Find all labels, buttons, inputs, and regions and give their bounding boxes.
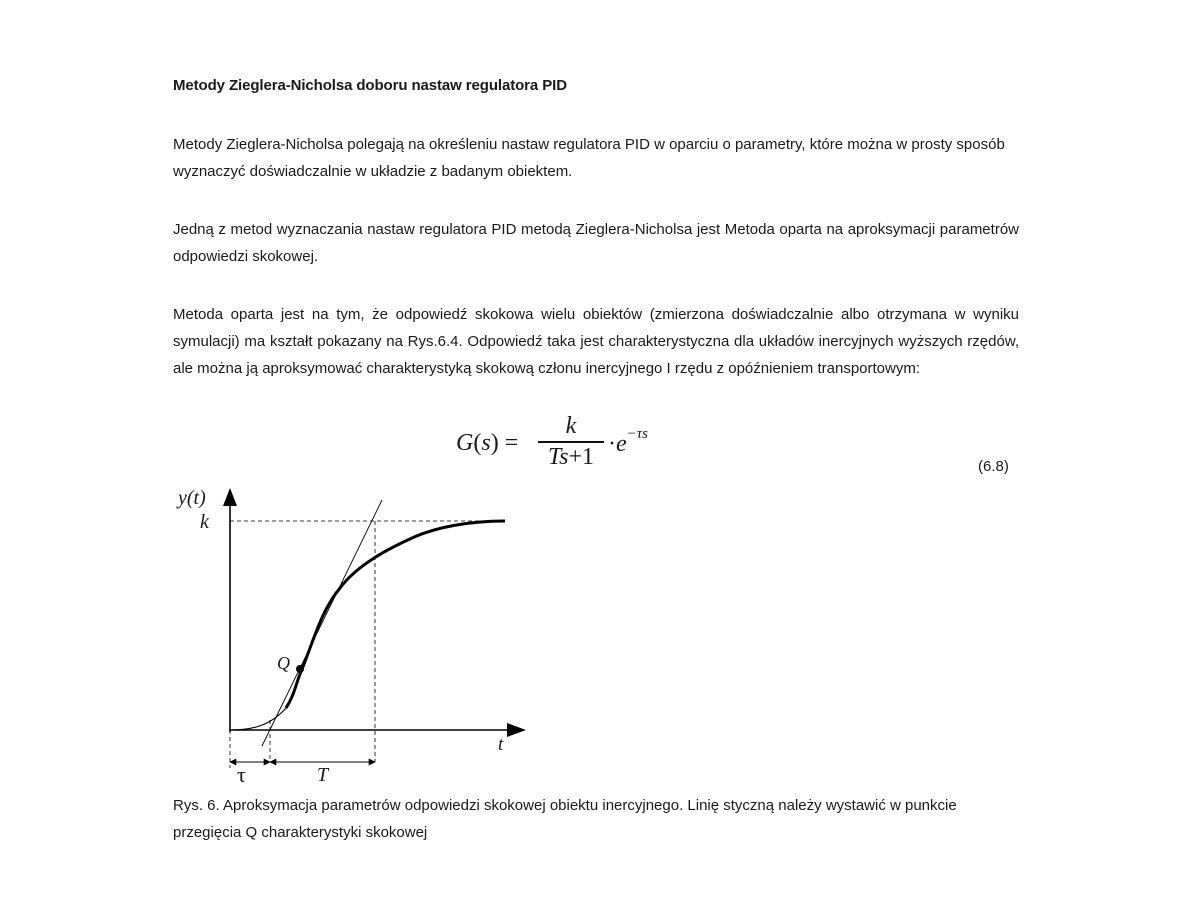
step-response-figure	[160, 480, 540, 790]
equation-lhs	[456, 430, 518, 457]
page-title: Metody Zieglera-Nicholsa doboru nastaw regulatora PID	[173, 77, 567, 94]
figure-caption: Rys. 6. Aproksymacja parametrów odpowiedzi skokowej obiektu inercyjnego. Linię styczną należy wystawić w punkcie przegięcia Q charakterystyki skokowej	[173, 797, 957, 841]
transfer-function-equation	[440, 413, 700, 473]
equation-var: s	[481, 430, 491, 456]
y-axis-arrow-icon	[223, 488, 237, 506]
T-label: T	[317, 764, 329, 786]
q-label: Q	[277, 653, 290, 673]
equation-delay-term	[608, 426, 648, 458]
response-curve	[286, 521, 505, 708]
paragraph-intro: Metody Zieglera-Nicholsa polegają na określeniu nastaw regulatora PID w oparciu o parametry, które można w prosty sposób wyznaczyć doświadczalnie w układzie z badanym obiektem.	[173, 136, 1005, 180]
denominator-var: Ts	[547, 443, 569, 470]
equation-number: (6.8)	[978, 458, 1009, 475]
x-axis-arrow-icon	[507, 723, 526, 737]
equation-fraction	[536, 413, 606, 471]
paragraph-method: Jedną z metod wyznaczania nastaw regulatora PID metodą Zieglera-Nicholsa jest Metoda oparta na aproksymacji parametrów odpowiedzi skokowej.	[173, 221, 1019, 265]
equation-denominator	[536, 443, 606, 471]
equation-exponent: −τs	[626, 426, 648, 442]
x-axis-label: t	[498, 734, 504, 755]
k-label: k	[200, 511, 209, 533]
y-axis-label	[178, 488, 206, 508]
equation-numerator: k	[565, 413, 577, 439]
response-curve-start	[230, 708, 286, 730]
paragraph-description: Metoda oparta jest na tym, że odpowiedź skokowa wielu obiektów (zmierzona doświadczalnie albo otrzymana w wyniku symulacji) ma kształt pokazany na Rys.6.4. Odpowiedź taka jest charakterystyczna dla układów inercyjnych wyższych rzędów, ale można ją aproksymować charakterystyką skokową członu inercyjnego I rzędu z opóźnieniem transportowym:	[173, 306, 1019, 377]
y-axis-fn: y	[178, 487, 187, 509]
equation-open-paren: (	[473, 430, 482, 456]
y-axis-arg: (t)	[186, 487, 206, 509]
equation-dot: ·	[608, 431, 616, 457]
equation-fn: G	[456, 430, 474, 456]
step-response-plot	[160, 480, 540, 790]
denominator-rest: +1	[568, 443, 595, 470]
equation-base: e	[616, 431, 627, 457]
equation-close-paren: )	[490, 430, 499, 456]
equation-equals: =	[504, 430, 519, 456]
inflection-point-q	[296, 665, 304, 673]
tau-label: τ	[237, 762, 246, 787]
tangent-line	[262, 500, 382, 746]
